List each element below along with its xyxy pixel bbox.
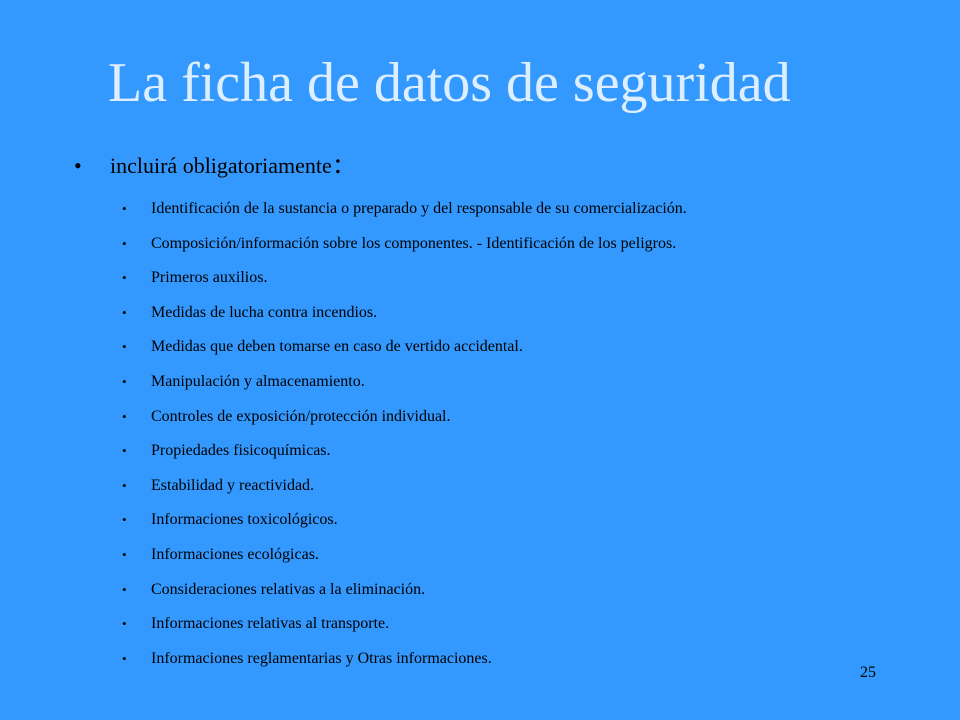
list-item — [122, 371, 687, 406]
list-item — [122, 613, 687, 648]
list-item-text: Propiedades fisicoquímicas. — [151, 442, 331, 460]
bullet-icon: • — [122, 546, 127, 562]
slide-title: La ficha de datos de seguridad — [108, 52, 791, 114]
sub-bullet-list — [122, 198, 687, 682]
list-item-text: Informaciones ecológicas. — [151, 545, 319, 563]
bullet-icon: • — [122, 373, 127, 389]
list-item — [122, 579, 687, 614]
list-item-text: Manipulación y almacenamiento. — [151, 372, 365, 390]
bullet-icon: • — [122, 616, 127, 632]
list-item — [122, 302, 687, 337]
bullet-icon: • — [122, 339, 127, 355]
bullet-icon: • — [122, 512, 127, 528]
list-item-text: Controles de exposición/protección individual. — [151, 407, 451, 425]
main-bullet-text: incluirá obligatoriamente — [110, 153, 332, 178]
bullet-icon: • — [122, 408, 127, 424]
list-item — [122, 544, 687, 579]
list-item-text: Consideraciones relativas a la eliminación. — [151, 580, 426, 598]
main-bullet — [74, 147, 342, 181]
main-bullet-colon: : — [333, 147, 343, 180]
list-item — [122, 198, 687, 233]
list-item-text: Estabilidad y reactividad. — [151, 476, 315, 494]
bullet-icon: • — [122, 304, 127, 320]
list-item-text: Identificación de la sustancia o preparado y del responsable de su comercialización. — [151, 200, 687, 217]
list-item — [122, 406, 687, 441]
list-item — [122, 267, 687, 302]
list-item-text: Informaciones relativas al transporte. — [151, 615, 390, 633]
list-item — [122, 509, 687, 544]
bullet-icon: • — [122, 477, 127, 493]
list-item-text: Medidas de lucha contra incendios. — [151, 303, 378, 321]
list-item-text: Medidas que deben tomarse en caso de vertido accidental. — [151, 338, 523, 356]
bullet-icon: • — [122, 443, 127, 459]
list-item — [122, 233, 687, 268]
bullet-icon: • — [74, 153, 82, 178]
page-number: 25 — [860, 664, 876, 681]
bullet-icon: • — [122, 235, 127, 251]
list-item-text: Informaciones toxicológicos. — [151, 511, 338, 529]
bullet-icon: • — [122, 201, 127, 216]
bullet-icon: • — [122, 650, 127, 666]
list-item — [122, 648, 687, 683]
list-item-text: Primeros auxilios. — [151, 269, 268, 287]
list-item-text: Composición/información sobre los componentes. - Identificación de los peligros. — [151, 234, 677, 252]
bullet-icon: • — [122, 270, 127, 286]
list-item-text: Informaciones reglamentarias y Otras informaciones. — [151, 649, 492, 667]
bullet-icon: • — [122, 581, 127, 597]
list-item — [122, 336, 687, 371]
list-item — [122, 475, 687, 510]
list-item — [122, 440, 687, 475]
